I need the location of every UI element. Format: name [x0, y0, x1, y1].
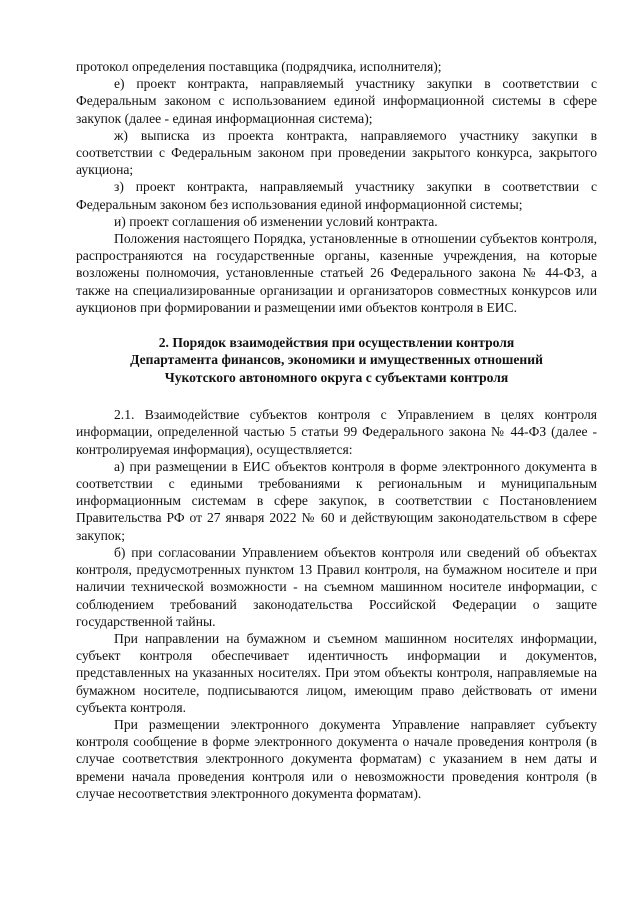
paragraph-item-i: и) проект соглашения об изменении условий контракта.: [114, 213, 438, 229]
paragraph-item-z: з) проект контракта, направляемый участнику закупки в соответствии с Федеральным законом без использования единой информационной системы;: [76, 179, 597, 212]
document-page: [76, 58, 597, 802]
paragraph-2-1: 2.1. Взаимодействие субъектов контроля с Управлением в целях контроля информации, определенной частью 5 статьи 99 Федерального закона № 44-ФЗ (далее - контролируемая информация), осуществляется:: [76, 407, 597, 457]
section-heading-line-3: Чукотского автономного округа с субъектами контроля: [164, 369, 509, 385]
paragraph-electronic-document: При размещении электронного документа Управление направляет субъекту контроля сообщение в форме электронного документа о начале проведения контроля (в случае соответствия электронного документа форматам) с указанием в нем даты и времени начала проведения контроля или о невозможности проведения контроля (в случае несоответствия электронного документа форматам).: [76, 716, 597, 801]
paragraph-item-zh: ж) выписка из проекта контракта, направляемого участнику закупки в соответствии с Федеральным законом при проведении закрытого конкурса, закрытого аукциона;: [76, 127, 597, 178]
paragraph-item-a: а) при размещении в ЕИС объектов контроля в форме электронного документа в соответствии с едиными требованиями к региональным и муниципальным информационным системам в сфере закупок, в соответствии с Постановлением Правительства РФ от 27 января 2022 № 60 и действующим законодательством в сфере закупок;: [76, 458, 597, 543]
paragraph-item-e: е) проект контракта, направляемый участнику закупки в соответствии с Федеральным законом с использованием единой информационной системы в сфере закупок (далее - единая информационная система);: [76, 76, 597, 126]
paragraph-protocol: протокол определения поставщика (подрядчика, исполнителя);: [76, 59, 442, 74]
section-heading: [76, 334, 597, 386]
section-heading-line-2: Департамента финансов, экономики и имущественных отношений: [130, 352, 543, 368]
paragraph-paper-media: При направлении на бумажном и съемном машинном носителях информации, субъект контроля обеспечивает идентичность информации и документов, представленных на указанных носителях. При этом объекты контроля, направляемые на бумажном носителе, подписываются лицом, имеющим право действовать от имени субъекта контроля.: [76, 630, 597, 715]
section-heading-line-1: 2. Порядок взаимодействия при осуществлении контроля: [158, 335, 515, 351]
paragraph-provisions: Положения настоящего Порядка, установленные в отношении субъектов контроля, распространяются на государственные органы, казенные учреждения, на которые возложены полномочия, установленные статьей 26 Федерального закона № 44-ФЗ, а также на специализированные организации и организаторов совместных конкурсов или аукционов при формировании и размещении ими объектов контроля в ЕИС.: [76, 231, 597, 315]
paragraph-item-b: б) при согласовании Управлением объектов контроля или сведений об объектах контроля, предусмотренных пунктом 13 Правил контроля, на бумажном носителе и при наличии технической возможности - на съемном машинном носителе информации, с соблюдением требований законодательства Российской Федерации о защите государственной тайны.: [76, 544, 597, 629]
